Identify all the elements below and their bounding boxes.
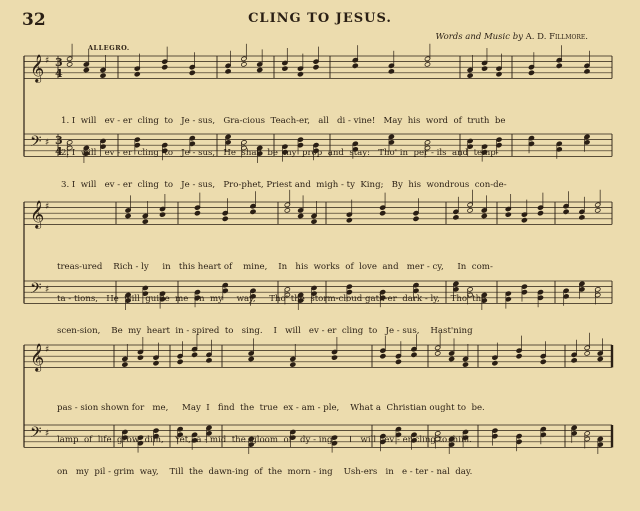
lyric-verse-1: treas-ured Rich - ly in this heart of mine, In his works of love and mer - cy, In com-: [57, 262, 493, 273]
bass-clef-icon: 𝄢: [30, 424, 42, 445]
note-head: [125, 213, 131, 218]
time-sig-top: 3: [55, 134, 63, 147]
treble-clef-icon: 𝄞: [30, 54, 45, 82]
note-head: [83, 67, 89, 72]
bass-clef-icon: 𝄢: [30, 280, 42, 301]
note-head: [597, 356, 603, 361]
note-head: [222, 216, 228, 221]
note-head: [453, 215, 459, 220]
note-head: [162, 65, 168, 70]
note-head: [563, 209, 569, 214]
note-head: [297, 72, 303, 77]
credit-line: Words and Music by A. D. Fillmore.: [435, 32, 588, 42]
sharp-icon: ♯: [45, 285, 50, 295]
sharp-icon: ♯: [45, 56, 50, 66]
note-head: [595, 208, 601, 213]
lyric-verse-2: lamp of life grow dim, Yet, a - mid the gloom of dy - ing, I will ev - er cling to him.: [57, 434, 472, 445]
note-head: [467, 208, 473, 213]
note-head: [481, 213, 487, 218]
time-sig-bottom: 4: [55, 145, 63, 158]
note-head: [528, 70, 534, 75]
note-head: [352, 63, 358, 68]
note-head: [556, 63, 562, 68]
note-head: [449, 356, 455, 361]
page-number: 32: [22, 10, 46, 30]
note-head: [100, 73, 106, 78]
lyric-verse-2: ta - tions, He will guide me on my way, Tho' the storm-cloud gath-er dark - ly, Tho' the: [57, 293, 487, 304]
note-head: [571, 358, 577, 363]
time-sig-bottom: 4: [55, 67, 63, 80]
note-head: [67, 62, 73, 67]
tempo-marking: ALLEGRO.: [88, 44, 130, 52]
note-head: [206, 358, 212, 363]
lyric-verse-3: scen-sion, Be my heart in - spired to sing. I will ev - er cling to Je - sus, Hast'ning: [57, 325, 473, 336]
note-head: [411, 352, 417, 357]
lyric-verse-3: 3. I will ev - er cling to Je - sus, Pro-phet, Priest and migh - ty King; By his wondrous con-de-: [61, 179, 507, 190]
treble-clef-icon: 𝄞: [30, 343, 45, 371]
note-head: [388, 69, 394, 74]
note-head: [435, 351, 441, 356]
note-head: [311, 219, 317, 224]
note-head: [505, 212, 511, 217]
note-head: [257, 67, 263, 72]
note-head: [395, 359, 401, 364]
note-head: [159, 212, 165, 217]
note-head: [177, 359, 183, 364]
note-head: [579, 215, 585, 220]
sharp-icon: ♯: [45, 138, 50, 148]
note-head: [194, 211, 200, 216]
lyric-verse-3: on my pil - grim way, Till the dawn-ing of the morn - ing Ush-ers in e - ter - nal day.: [57, 466, 473, 477]
note-head: [492, 361, 498, 366]
sharp-icon: ♯: [45, 345, 50, 355]
note-head: [467, 73, 473, 78]
note-head: [284, 208, 290, 213]
note-head: [537, 211, 543, 216]
note-head: [380, 354, 386, 359]
note-head: [516, 354, 522, 359]
lyrics-system-1: [61, 95, 507, 201]
hymn-title: CLING TO JESUS.: [248, 11, 392, 26]
bass-clef-icon: 𝄢: [30, 133, 42, 154]
note-head: [462, 362, 468, 367]
note-head: [142, 219, 148, 224]
note-head: [282, 66, 288, 71]
sharp-icon: ♯: [45, 429, 50, 439]
note-head: [346, 218, 352, 223]
note-head: [153, 361, 159, 366]
treble-clef-icon: 𝄞: [30, 200, 45, 228]
time-sig-top: 3: [55, 56, 63, 69]
lyric-verse-1: 1. I will ev - er cling to Je - sus, Gra-cious Teach-er, all di - vine! May his word of truth be: [61, 116, 506, 127]
note-head: [134, 72, 140, 77]
note-head: [584, 351, 590, 356]
note-head: [584, 69, 590, 74]
note-head: [137, 355, 143, 360]
lyric-verse-2: 2. I will ev - er cling to Je - sus, He shall be my prop and stay: Tho' in per - ils and temp-: [61, 147, 499, 158]
note-head: [122, 362, 128, 367]
note-head: [191, 352, 197, 357]
note-head: [496, 72, 502, 77]
note-head: [290, 362, 296, 367]
note-head: [250, 209, 256, 214]
lyrics-system-2: [57, 241, 493, 347]
note-head: [298, 213, 304, 218]
note-head: [241, 62, 247, 67]
note-head: [313, 65, 319, 70]
note-head: [481, 66, 487, 71]
note-head: [424, 62, 430, 67]
note-head: [189, 70, 195, 75]
note-head: [225, 69, 231, 74]
note-head: [331, 355, 337, 360]
note-head: [248, 356, 254, 361]
lyrics-system-3: [57, 382, 485, 488]
note-head: [413, 216, 419, 221]
sharp-icon: ♯: [45, 202, 50, 212]
note-head: [380, 211, 386, 216]
note-head: [521, 218, 527, 223]
note-head: [540, 359, 546, 364]
lyric-verse-1: pas - sion shown for me, May I find the true ex - am - ple, What a Christian ought to be.: [57, 403, 485, 414]
